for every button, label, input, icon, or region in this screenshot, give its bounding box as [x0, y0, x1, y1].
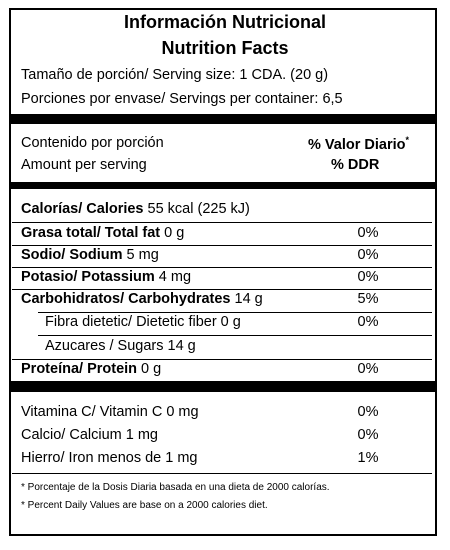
footnote-english: * Percent Daily Values are base on a 2000 calories diet. — [21, 500, 268, 511]
title-spanish: Información Nutricional — [123, 12, 327, 32]
carbs-row — [21, 291, 263, 307]
ddr-header: % DDR — [331, 157, 380, 173]
footnote-spanish: * Porcentaje de la Dosis Diaria basada en una dieta de 2000 calorías. — [21, 482, 330, 493]
calories-row — [21, 201, 250, 217]
sodium-label: Sodio/ Sodium — [21, 247, 123, 263]
rule — [12, 359, 432, 360]
title-english: Nutrition Facts — [161, 38, 289, 58]
vitamin-c-row: Vitamina C/ Vitamin C 0 mg — [21, 404, 199, 420]
rule — [38, 312, 432, 313]
sodium-row — [21, 247, 159, 263]
protein-value: 0 g — [137, 361, 162, 377]
rule — [12, 473, 432, 474]
protein-row — [21, 361, 161, 377]
serving-size: Tamaño de porción/ Serving size: 1 CDA. (20 g) — [21, 67, 329, 83]
vitamin-c-dv: 0% — [357, 404, 379, 420]
calories-label: Calorías/ Calories — [21, 201, 144, 217]
calcium-dv: 0% — [357, 427, 379, 443]
carbs-dv: 5% — [357, 291, 379, 307]
amount-per-serving-es: Contenido por porción — [21, 135, 164, 151]
divider-thick — [9, 381, 435, 392]
fat-row — [21, 225, 184, 241]
protein-dv: 0% — [357, 361, 379, 377]
sugars-row: Azucares / Sugars 14 g — [45, 338, 196, 354]
calories-value: 55 kcal (225 kJ) — [143, 201, 250, 217]
potassium-row — [21, 269, 191, 285]
iron-dv: 1% — [357, 450, 379, 466]
rule — [38, 335, 432, 336]
sodium-dv: 0% — [357, 247, 379, 263]
fat-dv: 0% — [357, 225, 379, 241]
daily-value-header — [308, 135, 409, 153]
fiber-row: Fibra dietetic/ Dietetic fiber 0 g — [45, 314, 241, 330]
protein-label: Proteína/ Protein — [21, 361, 138, 377]
rule — [12, 245, 432, 246]
sodium-value: 5 mg — [122, 247, 159, 263]
fat-value: 0 g — [160, 225, 185, 241]
daily-value-label: % Valor Diario — [308, 136, 406, 153]
calcium-row: Calcio/ Calcium 1 mg — [21, 427, 158, 443]
iron-row: Hierro/ Iron menos de 1 mg — [21, 450, 198, 466]
rule — [12, 289, 432, 290]
servings-per-container: Porciones por envase/ Servings per container: 6,5 — [21, 91, 343, 107]
fiber-dv: 0% — [357, 314, 379, 330]
amount-per-serving-en: Amount per serving — [21, 157, 147, 173]
daily-value-asterisk: * — [405, 135, 410, 145]
potassium-label: Potasio/ Potassium — [21, 269, 155, 285]
divider-thick — [9, 114, 435, 124]
fat-label: Grasa total/ Total fat — [21, 225, 161, 241]
carbs-label: Carbohidratos/ Carbohydrates — [21, 291, 231, 307]
carbs-value: 14 g — [230, 291, 263, 307]
divider-medium — [9, 182, 435, 189]
rule — [12, 222, 432, 223]
potassium-dv: 0% — [357, 269, 379, 285]
rule — [12, 267, 432, 268]
potassium-value: 4 mg — [154, 269, 192, 285]
